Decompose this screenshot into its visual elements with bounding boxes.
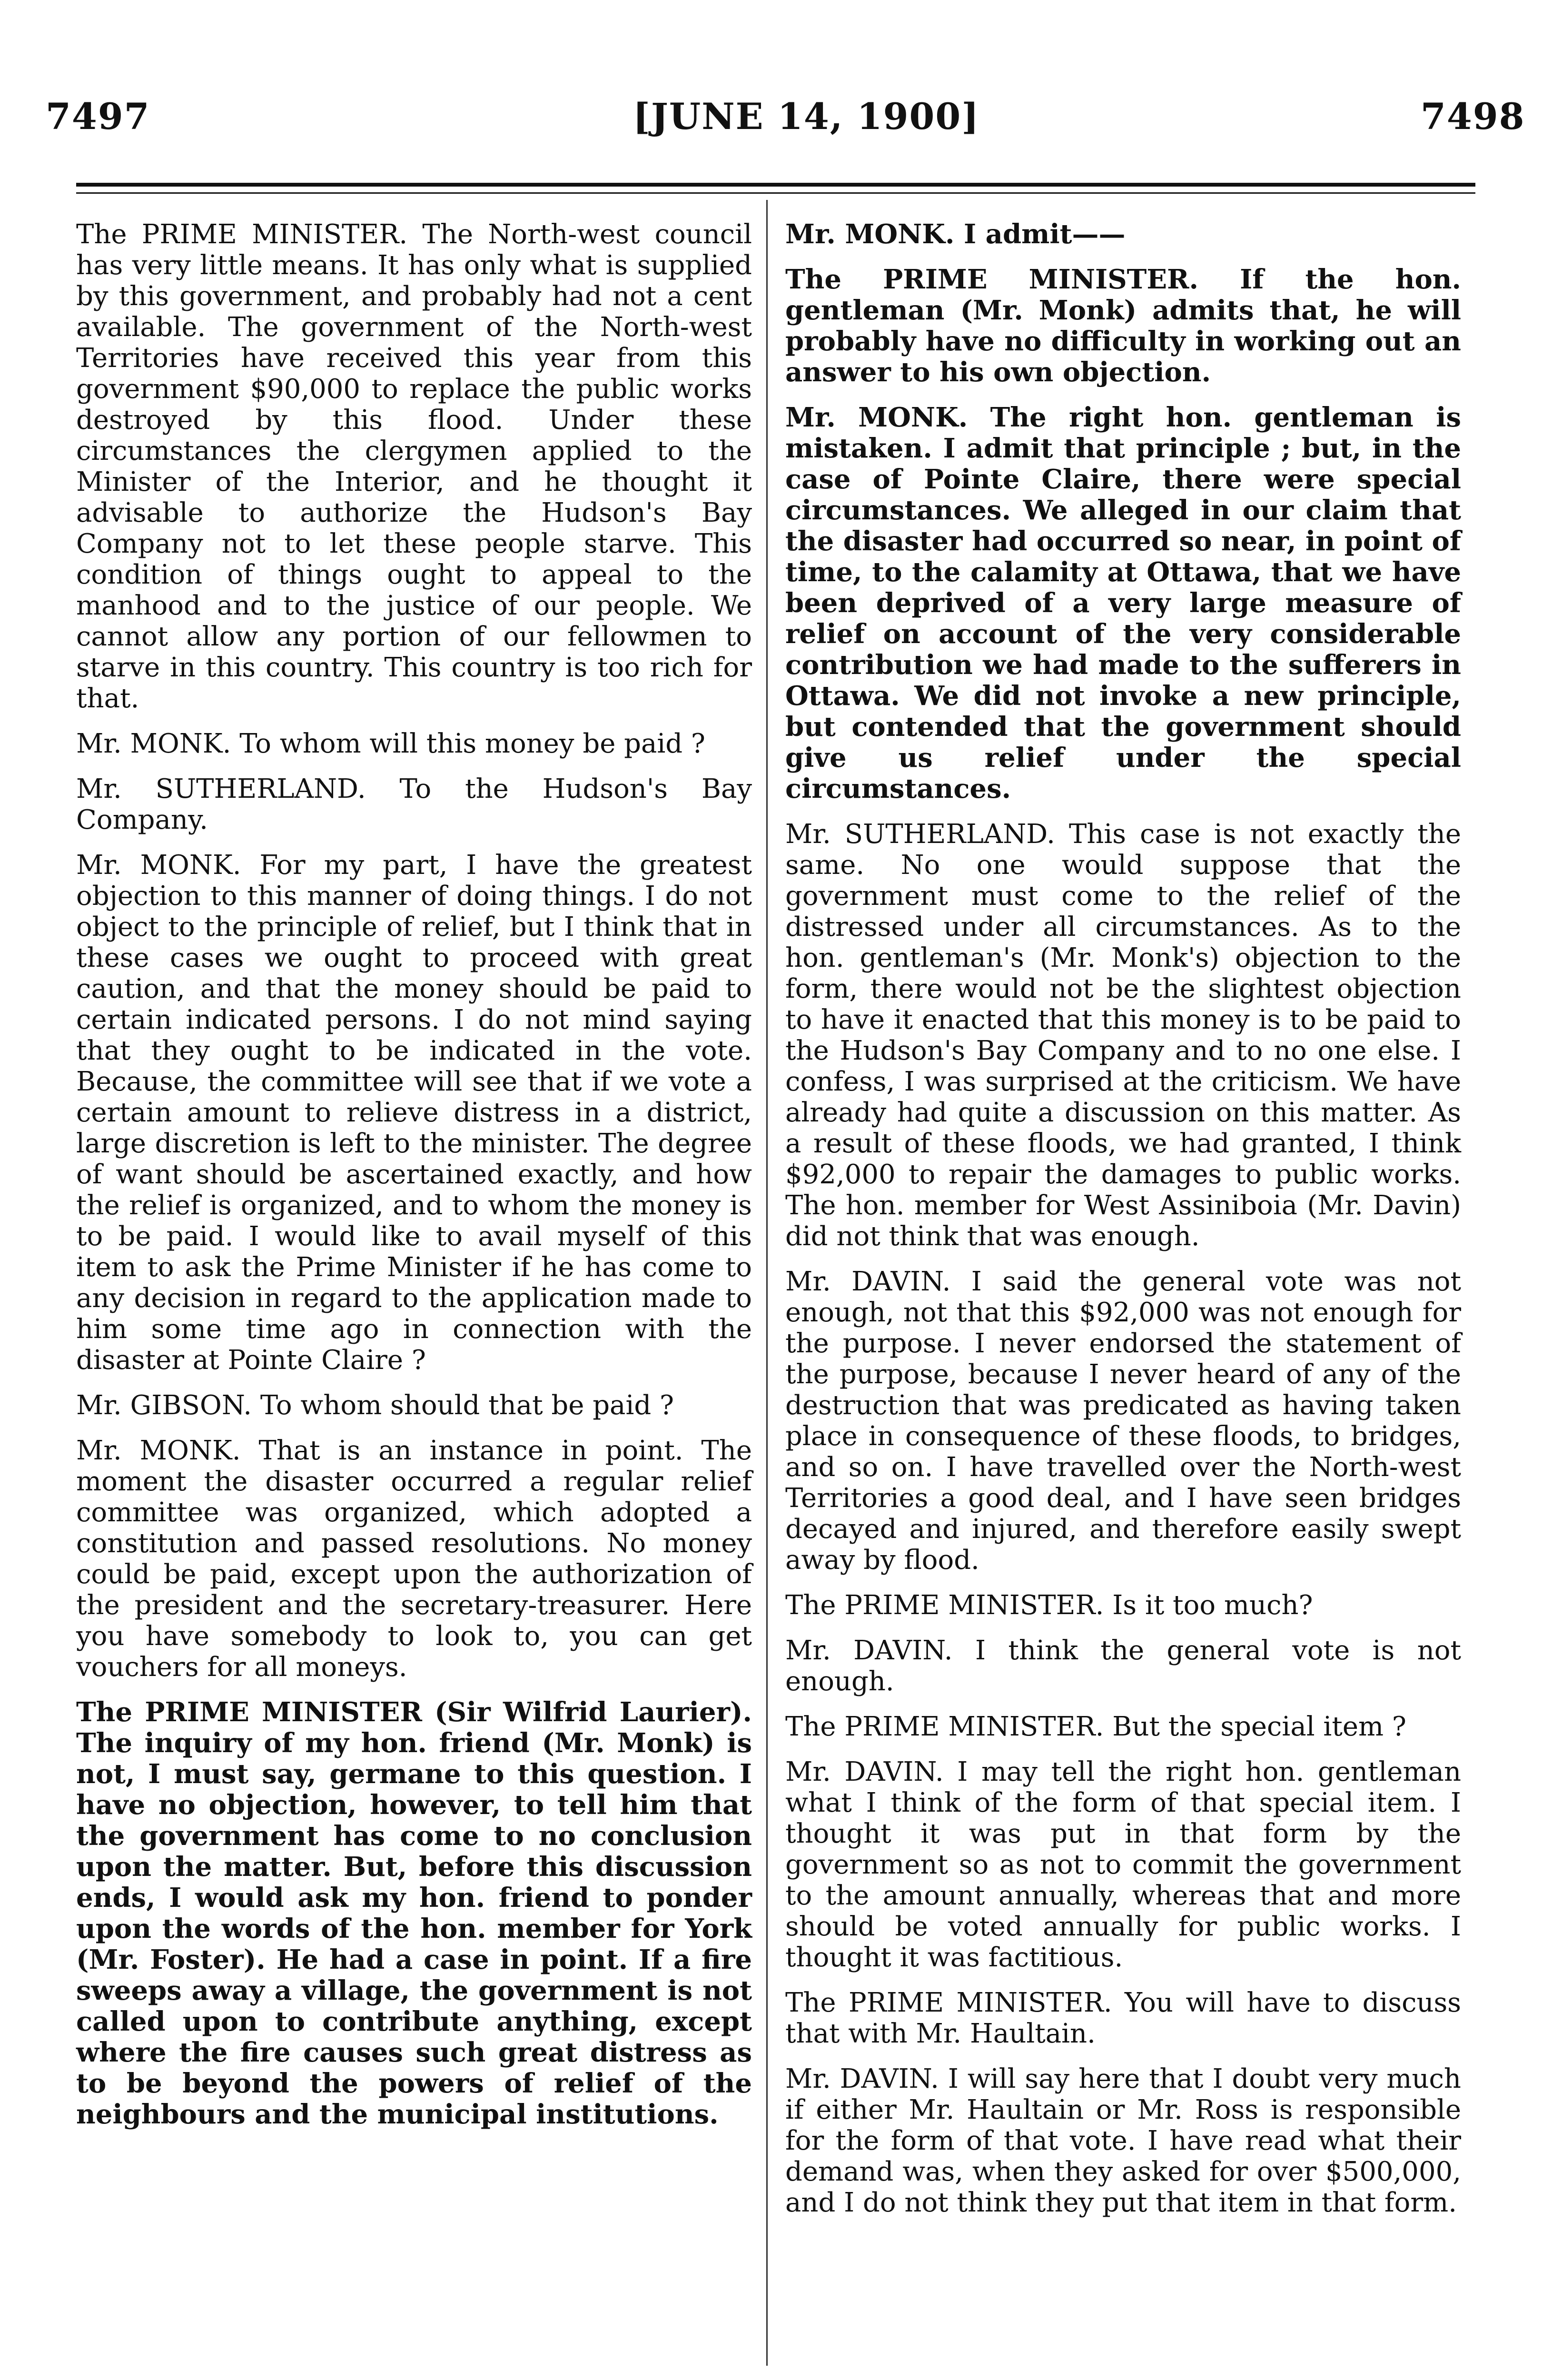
speech-paragraph bbox=[76, 774, 752, 835]
speaker: Mr. DAVIN. bbox=[785, 1635, 953, 1666]
speech-text: I think the general vote is not enough. bbox=[785, 1635, 1461, 1697]
speech-text: The right hon. gentleman is mistaken. I admit that principle ; but, in the case of Pointe Claire, there were special circumstances. We alleged in our claim that the disaster had occurred so near, in point of time, to the calamity at Ottawa, that we have been deprived of a very large measure of relief on account of the very considerable contribution we had made to the sufferers in Ottawa. We did not invoke a new principle, but contended that the government should give us relief under the special circumstances. bbox=[785, 402, 1462, 804]
speech-text: I will say here that I doubt very much if either Mr. Haultain or Mr. Ross is responsible for the form of that vote. I have read what their demand was, when they asked for over $500,000, and I do not think they put that item in that form. bbox=[785, 2063, 1461, 2218]
speaker: The PRIME MINISTER. bbox=[785, 1590, 1104, 1621]
speech-text: For my part, I have the greatest objection to this manner of doing things. I do not object to the principle of relief, but I think that in these cases we ought to proceed with great caution, and that the money should be paid to certain indicated persons. I do not mind saying that they ought to be indicated in the vote. Because, the committee will see that if we vote a certain amount to relieve distress in a district, large discretion is left to the minister. The degree of want should be ascertained exactly, and how the relief is organized, and to whom the money is to be paid. I would like to avail myself of this item to ask the Prime Minister if he has come to any decision in regard to the application made to him some time ago in connection with the disaster at Pointe Claire ? bbox=[76, 850, 752, 1376]
speech-text: I may tell the right hon. gentleman what I think of the form of that special item. I thought it was put in that form by the government so as not to commit the government to the amount annually, whereas that and more should be voted annually for public works. I thought it was factitious. bbox=[785, 1756, 1462, 1973]
speech-paragraph bbox=[785, 1266, 1461, 1576]
speaker: Mr. DAVIN. bbox=[785, 1266, 951, 1297]
speaker: The PRIME MINISTER. bbox=[785, 264, 1199, 295]
speaker: Mr. GIBSON. bbox=[76, 1390, 252, 1421]
right-column bbox=[785, 219, 1461, 2232]
speaker: Mr. SUTHERLAND. bbox=[76, 774, 366, 804]
speech-text: If the hon. gentleman (Mr. Monk) admits that, he will probably have no difficulty in working out an answer to his own objection. bbox=[785, 264, 1461, 388]
speaker: Mr. MONK. bbox=[76, 1435, 241, 1466]
speech-text: To the Hudson's Bay Company. bbox=[76, 774, 752, 835]
speaker: Mr. MONK. bbox=[785, 218, 955, 250]
speech-paragraph bbox=[785, 1635, 1461, 1697]
page-number-left: 7497 bbox=[46, 95, 150, 138]
speaker: Mr. MONK. bbox=[76, 728, 231, 759]
speech-paragraph bbox=[76, 1435, 752, 1683]
speech-paragraph bbox=[785, 402, 1461, 804]
speech-paragraph bbox=[785, 1711, 1461, 1742]
speech-paragraph bbox=[76, 728, 752, 759]
speech-text: But the special item ? bbox=[1112, 1711, 1406, 1742]
speech-paragraph bbox=[785, 1590, 1461, 1621]
speech-text: I admit—— bbox=[963, 218, 1126, 250]
column-divider bbox=[766, 200, 768, 2366]
page-number-right: 7498 bbox=[1421, 95, 1525, 138]
speech-paragraph bbox=[785, 2063, 1461, 2218]
speech-paragraph bbox=[76, 219, 752, 714]
speech-paragraph bbox=[785, 819, 1461, 1252]
speaker: Mr. MONK. bbox=[785, 402, 968, 433]
speech-paragraph bbox=[785, 1987, 1461, 2049]
speaker: Mr. DAVIN. bbox=[785, 2063, 939, 2094]
speech-text: The inquiry of my hon. friend (Mr. Monk) is not, I must say, germane to this question. I have no objection, however, to tell him that the government has come to no conclusion upon the matter. But, before this discussion ends, I would ask my hon. friend to ponder upon the words of the hon. member for York (Mr. Foster). He had a case in point. If a fire sweeps away a village, the government is not called upon to contribute anything, except where the fire causes such great distress as to be beyond the powers of relief of the neighbours and the municipal institutions. bbox=[76, 1727, 752, 2130]
speech-paragraph bbox=[785, 1756, 1461, 1973]
speech-paragraph bbox=[785, 264, 1461, 388]
speech-text: Is it too much? bbox=[1112, 1590, 1313, 1621]
header-rule-thin bbox=[76, 192, 1475, 194]
speaker: Mr. DAVIN. bbox=[785, 1756, 944, 1787]
speech-text: I said the general vote was not enough, not that this $92,000 was not enough for the purpose. I never endorsed the statement of the purpose, because I never heard of any of the destruction that was predicated as having taken place in consequence of these floods, to bridges, and so on. I have travelled over the North-west Territories a good deal, and I have seen bridges decayed and injured, and therefore easily swept away by flood. bbox=[785, 1266, 1461, 1576]
left-column bbox=[76, 219, 752, 2144]
speaker: The PRIME MINISTER (Sir Wilfrid Laurier). bbox=[76, 1696, 752, 1728]
page-date: [JUNE 14, 1900] bbox=[633, 95, 980, 138]
speaker: The PRIME MINISTER. bbox=[785, 1987, 1112, 2018]
header-rule bbox=[76, 183, 1475, 187]
speech-text: You will have to discuss that with Mr. Haultain. bbox=[785, 1987, 1461, 2049]
speech-text: To whom should that be paid ? bbox=[260, 1390, 674, 1421]
speech-text: This case is not exactly the same. No one would suppose that the government must come to the relief of the distressed under all circumstances. As to the hon. gentleman's (Mr. Monk's) objection to the form, there would not be the slightest objection to have it enacted that this money is to be paid to the Hudson's Bay Company and to no one else. I confess, I was surprised at the criticism. We have already had quite a discussion on this matter. As a result of these floods, we had granted, I think $92,000 to repair the damages to public works. The hon. member for West Assiniboia (Mr. Davin) did not think that was enough. bbox=[785, 819, 1461, 1252]
speaker: The PRIME MINISTER. bbox=[76, 219, 408, 250]
speech-paragraph bbox=[76, 850, 752, 1376]
speaker: The PRIME MINISTER. bbox=[785, 1711, 1104, 1742]
speech-paragraph bbox=[785, 219, 1461, 250]
speaker: Mr. SUTHERLAND. bbox=[785, 819, 1055, 850]
speech-text: The North-west council has very little means. It has only what is supplied by this government, and probably had not a cent available. The government of the North-west Territories have received this year from this government $90,000 to replace the public works destroyed by this flood. Under these circumstances the clergymen applied to the Minister of the Interior, and he thought it advisable to authorize the Hudson's Bay Company not to let these people starve. This condition of things ought to appeal to the manhood and to the justice of our people. We cannot allow any portion of our fellowmen to starve in this country. This country is too rich for that. bbox=[76, 219, 752, 714]
speaker: Mr. MONK. bbox=[76, 850, 241, 881]
speech-paragraph bbox=[76, 1390, 752, 1421]
speech-text: That is an instance in point. The moment the disaster occurred a regular relief committee was organized, which adopted a constitution and passed resolutions. No money could be paid, except upon the authorization of the president and the secretary-treasurer. Here you have somebody to look to, you can get vouchers for all moneys. bbox=[76, 1435, 752, 1683]
speech-text: To whom will this money be paid ? bbox=[239, 728, 705, 759]
speech-paragraph bbox=[76, 1697, 752, 2130]
